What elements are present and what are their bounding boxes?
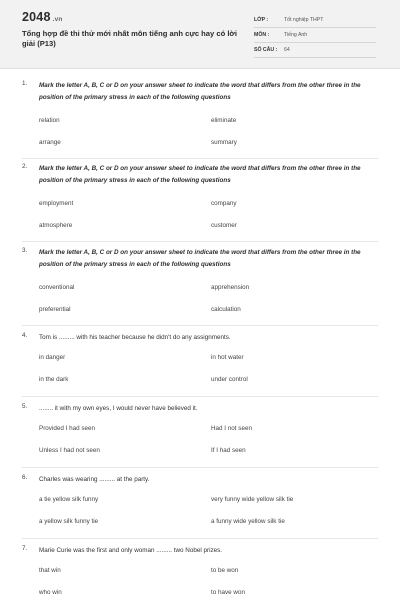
- option-d[interactable]: a funny wide yellow silk tie: [211, 518, 285, 525]
- option-d[interactable]: to have won: [211, 589, 245, 596]
- option-b[interactable]: eliminate: [211, 117, 237, 124]
- divider: [22, 538, 378, 539]
- meta-mon-value: Tiếng Anh: [284, 32, 308, 38]
- meta-socau-value: 64: [284, 47, 290, 53]
- option-a[interactable]: in danger: [39, 354, 66, 361]
- site-logo[interactable]: [22, 10, 63, 24]
- question-number: 7.: [22, 545, 28, 552]
- option-b[interactable]: company: [211, 200, 237, 207]
- option-c[interactable]: in the dark: [39, 376, 69, 383]
- meta-mon: [254, 28, 376, 43]
- option-a[interactable]: Provided I had seen: [39, 425, 96, 432]
- option-b[interactable]: in hot water: [211, 354, 244, 361]
- question-stem: Mark the letter A, B, C or D on your answer sheet to indicate the word that differs from the other three in the position of the primary stress in each of the following questions: [39, 249, 361, 268]
- option-c[interactable]: atmosphere: [39, 222, 73, 229]
- option-c[interactable]: preferential: [39, 306, 71, 313]
- question-number: 1.: [22, 80, 28, 87]
- option-b[interactable]: to be won: [211, 567, 239, 574]
- option-b[interactable]: very funny wide yellow silk tie: [211, 496, 294, 503]
- question-number: 4.: [22, 332, 28, 339]
- option-a[interactable]: relation: [39, 117, 60, 124]
- option-b[interactable]: apprehension: [211, 284, 250, 291]
- divider: [22, 467, 378, 468]
- option-a[interactable]: that win: [39, 567, 61, 574]
- divider: [22, 241, 378, 242]
- option-c[interactable]: Unless I had not seen: [39, 447, 100, 454]
- question-stem: Tom is ......... with his teacher because he didn't do any assignments.: [39, 334, 231, 341]
- option-d[interactable]: calculation: [211, 306, 241, 313]
- option-d[interactable]: under control: [211, 376, 248, 383]
- option-c[interactable]: who win: [39, 589, 62, 596]
- question-number: 5.: [22, 403, 28, 410]
- question-number: 6.: [22, 474, 28, 481]
- option-d[interactable]: customer: [211, 222, 237, 229]
- meta-socau: [254, 43, 376, 58]
- divider: [22, 325, 378, 326]
- option-d[interactable]: summary: [211, 139, 237, 146]
- question-number: 2.: [22, 163, 28, 170]
- meta-lop-value: Tốt nghiệp THPT: [284, 17, 324, 23]
- question-number: 3.: [22, 247, 28, 254]
- meta-socau-label: SỐ CÂU :: [254, 47, 278, 53]
- option-c[interactable]: a yellow silk funny tie: [39, 518, 99, 525]
- divider: [22, 158, 378, 159]
- option-a[interactable]: a tie yellow silk funny: [39, 496, 99, 503]
- option-b[interactable]: Had I not seen: [211, 425, 252, 432]
- option-c[interactable]: arrange: [39, 139, 61, 146]
- option-a[interactable]: employment: [39, 200, 74, 207]
- page-title: Tổng hợp đề thi thử mới nhất môn tiếng anh cực hay có lời giải (P13): [22, 29, 237, 48]
- question-stem: Charles was wearing ......... at the party.: [39, 476, 150, 483]
- logo-text: 2048: [22, 10, 51, 24]
- question-stem: Marie Curie was the first and only woman ......... two Nobel prizes.: [39, 547, 223, 554]
- question-stem: Mark the letter A, B, C or D on your answer sheet to indicate the word that differs from the other three in the position of the primary stress in each of the following questions: [39, 82, 361, 101]
- question-stem: ........ it with my own eyes, I would never have believed it.: [39, 405, 198, 412]
- header: [0, 0, 400, 69]
- meta-lop: [254, 13, 376, 28]
- option-d[interactable]: If I had seen: [211, 447, 246, 454]
- question-stem: Mark the letter A, B, C or D on your answer sheet to indicate the word that differs from the other three in the position of the primary stress in each of the following questions: [39, 165, 361, 184]
- meta-mon-label: MÔN :: [254, 32, 270, 38]
- meta-lop-label: LỚP :: [254, 17, 269, 23]
- divider: [22, 396, 378, 397]
- option-a[interactable]: conventional: [39, 284, 75, 291]
- logo-tld: .vn: [52, 16, 63, 23]
